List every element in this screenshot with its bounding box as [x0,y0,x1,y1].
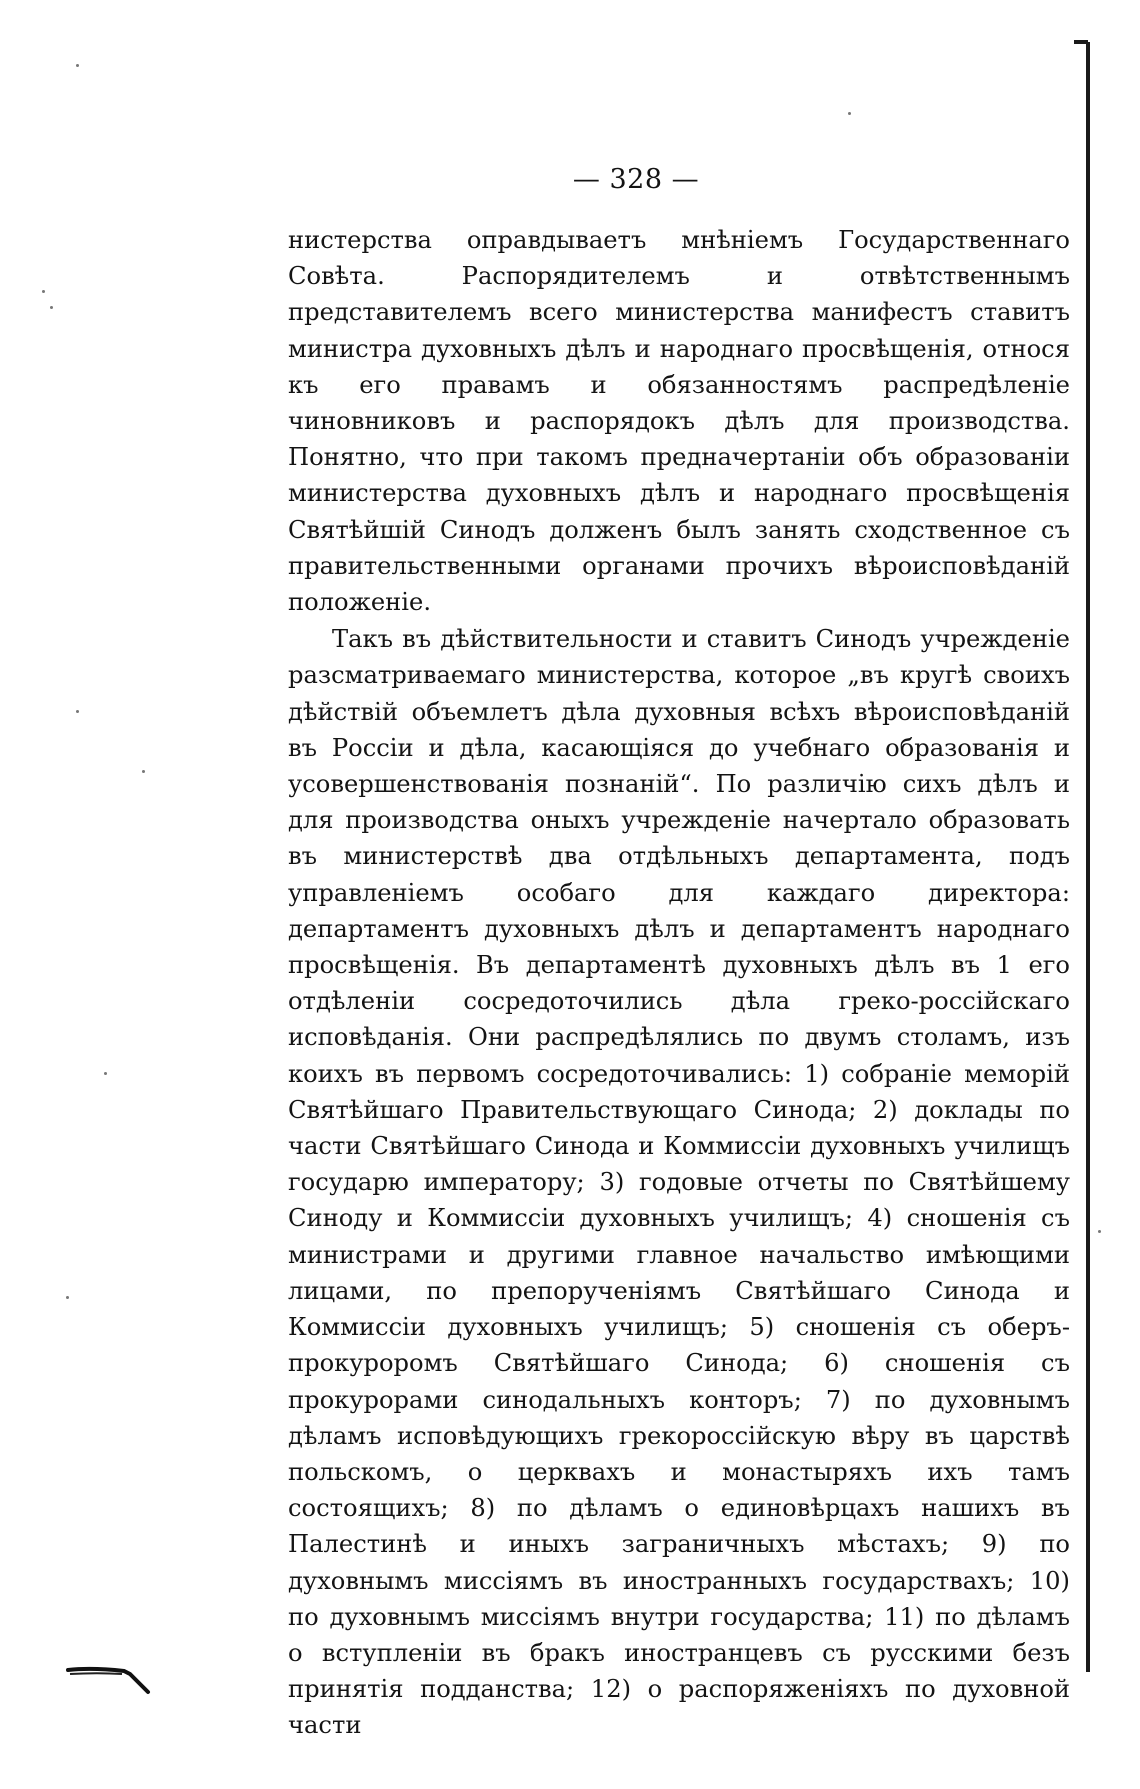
scan-speck [1098,1230,1101,1233]
scan-speck [142,770,145,773]
scan-edge-rule [1086,42,1090,1672]
scan-speck [50,306,53,309]
paragraph: Такъ въ дѣйствительности и ставитъ Синодъ учрежденіе разсматриваемаго министерства, которое „въ кругѣ своихъ дѣйствій объемлетъ дѣла духовныя всѣхъ вѣроисповѣданій въ Россіи и дѣла, касающіяся до учебнаго образованія и усовершенствованія познаній“. По различію сихъ дѣлъ и для производства оныхъ учрежденіе начертало образовать въ министерствѣ два отдѣльныхъ департамента, подъ управленіемъ особаго для каждаго директора: департаментъ духовныхъ дѣлъ и департаментъ народнаго просвѣщенія. Въ департаментѣ духовныхъ дѣлъ въ 1 его отдѣленіи сосредоточились дѣла греко-россійскаго исповѣданія. Они распредѣлялись по двумъ столамъ, изъ коихъ въ первомъ сосредоточивались: 1) собраніе меморій Святѣйшаго Правительствующаго Синода; 2) доклады по части Святѣйшаго Синода и Коммиссіи духовныхъ училищъ государю императору; 3) годовые отчеты по Святѣйшему Синоду и Коммиссіи духовныхъ училищъ; 4) сношенія съ министрами и другими главное начальство имѣющими лицами, по препорученіямъ Святѣйшаго Синода и Коммиссіи духовныхъ училищъ; 5) сношенія съ оберъ-прокуроромъ Святѣйшаго Синода; 6) сношенія съ прокурорами синодальныхъ конторъ; 7) по духовнымъ дѣламъ исповѣдующихъ грекороссійскую вѣру въ царствѣ польскомъ, о церквахъ и монастыряхъ ихъ тамъ состоящихъ; 8) по дѣламъ о единовѣрцахъ нашихъ въ Палестинѣ и иныхъ заграничныхъ мѣстахъ; 9) по духовнымъ миссіямъ въ иностранныхъ государствахъ; 10) по духовнымъ миссіямъ внутри государства; 11) по дѣламъ о вступленіи въ бракъ иностранцевъ съ русскими безъ принятія подданства; 12) о распоряженіяхъ по духовной части [288,625,1070,1740]
paragraph: нистерства оправдываетъ мнѣніемъ Государственнаго Совѣта. Распорядителемъ и отвѣтственнымъ представителемъ всего министерства манифестъ ставитъ министра духовныхъ дѣлъ и народнаго просвѣщенія, относя къ его правамъ и обязанностямъ распредѣленіе чиновниковъ и распорядокъ дѣлъ для производства. Понятно, что при такомъ предначертаніи объ образованіи министерства духовныхъ дѣлъ и народнаго просвѣщенія Святѣйшій Синодъ долженъ былъ занять сходственное съ правительственными органами прочихъ вѣроисповѣданій положеніе. [288,226,1070,617]
scan-speck [848,112,851,115]
body-text [288,222,1070,1744]
scan-speck [42,290,45,293]
scan-speck [66,1296,69,1299]
scan-speck [76,64,79,67]
page-number: — 328 — [572,164,700,195]
scan-speck [104,1072,107,1075]
pen-stroke-mark [66,1660,176,1700]
scan-speck [76,710,79,713]
